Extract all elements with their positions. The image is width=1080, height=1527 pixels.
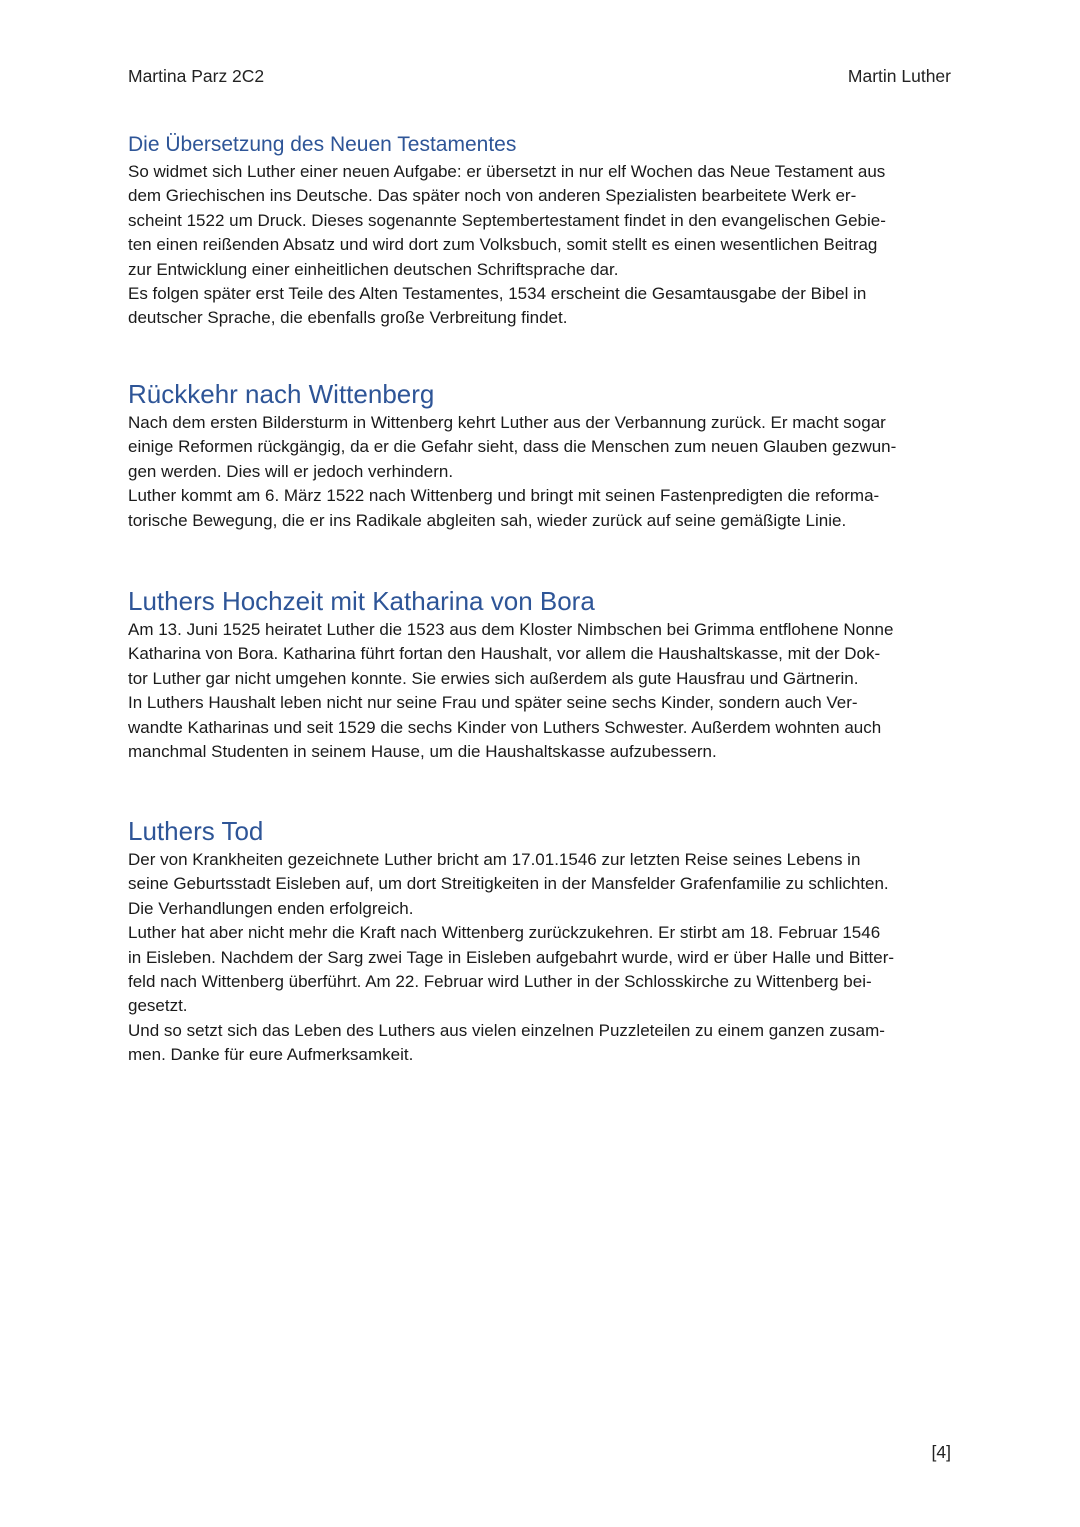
text-line: gen werden. Dies will er jedoch verhindern.: [128, 461, 454, 481]
text-line: ten einen reißenden Absatz und wird dort zum Volksbuch, somit stellt es einen wesentlichen Beitrag: [128, 235, 878, 255]
section-body: [128, 411, 956, 533]
text-line: Der von Krankheiten gezeichnete Luther bricht am 17.01.1546 zur letzten Reise seines Lebens in: [128, 850, 861, 869]
text-line: manchmal Studenten in seinem Hause, um die Haushaltskasse aufzubessern.: [128, 742, 717, 762]
text-line: scheint 1522 um Druck. Dieses sogenannte Septembertestament findet in den evangelischen Gebie-: [128, 210, 886, 230]
header-author: Martina Parz 2C2: [128, 66, 265, 86]
page-number: [4]: [931, 1442, 951, 1462]
text-line: Die Verhandlungen enden erfolgreich.: [128, 898, 414, 918]
section-death: [128, 814, 956, 1068]
section-wedding: [128, 584, 956, 764]
section-heading: Die Übersetzung des Neuen Testamentes: [128, 133, 517, 156]
text-line: deutscher Sprache, die ebenfalls große Verbreitung findet.: [128, 308, 568, 328]
text-line: Katharina von Bora. Katharina führt fortan den Haushalt, vor allem die Haushaltskasse, mit der Dok-: [128, 644, 881, 664]
text-line: Luther kommt am 6. März 1522 nach Wittenberg und bringt mit seinen Fastenpredigten die reforma-: [128, 486, 880, 506]
section-heading: Rückkehr nach Wittenberg: [128, 379, 435, 409]
text-line: wandte Katharinas und seit 1529 die sechs Kinder von Luthers Schwester. Außerdem wohnten auch: [128, 717, 882, 737]
section-body: [128, 848, 956, 1068]
text-line: seine Geburtsstadt Eisleben auf, um dort Streitigkeiten in der Mansfelder Grafenfamilie zu schlichten.: [128, 874, 889, 894]
section-body: [128, 160, 956, 331]
text-line: dem Griechischen ins Deutsche. Das später noch von anderen Spezialisten bearbeitete Werk er-: [128, 186, 857, 206]
text-line: torische Bewegung, die er ins Radikale abgleiten sah, wieder zurück auf seine gemäßigte Linie.: [128, 510, 847, 530]
text-line: Am 13. Juni 1525 heiratet Luther die 1523 aus dem Kloster Nimbschen bei Grimma entflohene Nonne: [128, 620, 894, 639]
section-body: [128, 618, 956, 764]
text-line: tor Luther gar nicht umgehen konnte. Sie erwies sich außerdem als gute Hausfrau und Gärtnerin.: [128, 668, 859, 688]
text-line: Es folgen später erst Teile des Alten Testamentes, 1534 erscheint die Gesamtausgabe der Bibel in: [128, 284, 867, 304]
text-line: einige Reformen rückgängig, da er die Gefahr sieht, dass die Menschen zum neuen Glauben gezwun-: [128, 437, 897, 457]
page-header: [128, 64, 951, 88]
section-return: [128, 377, 956, 533]
text-line: Luther hat aber nicht mehr die Kraft nach Wittenberg zurückzukehren. Er stirbt am 18. Februar 1546: [128, 923, 881, 943]
text-line: In Luthers Haushalt leben nicht nur seine Frau und später seine sechs Kinder, sondern auch Ver-: [128, 693, 858, 713]
text-line: zur Entwicklung einer einheitlichen deutschen Schriftsprache dar.: [128, 259, 619, 279]
text-line: men. Danke für eure Aufmerksamkeit.: [128, 1045, 414, 1065]
section-translation: [128, 130, 956, 331]
text-line: Nach dem ersten Bildersturm in Wittenberg kehrt Luther aus der Verbannung zurück. Er macht sogar: [128, 413, 886, 432]
text-line: feld nach Wittenberg überführt. Am 22. Februar wird Luther in der Schlosskirche zu Wittenberg bei-: [128, 972, 872, 992]
text-line: Und so setzt sich das Leben des Luthers aus vielen einzelnen Puzzleteilen zu einem ganzen zusam-: [128, 1020, 885, 1040]
text-line: So widmet sich Luther einer neuen Aufgabe: er übersetzt in nur elf Wochen das Neue Testament aus: [128, 162, 886, 181]
text-line: gesetzt.: [128, 996, 188, 1016]
section-heading: Luthers Hochzeit mit Katharina von Bora: [128, 586, 595, 616]
text-line: in Eisleben. Nachdem der Sarg zwei Tage in Eisleben aufgebahrt wurde, wird er über Halle und Bitter-: [128, 947, 895, 967]
header-title: Martin Luther: [847, 66, 951, 86]
section-heading: Luthers Tod: [128, 816, 264, 846]
